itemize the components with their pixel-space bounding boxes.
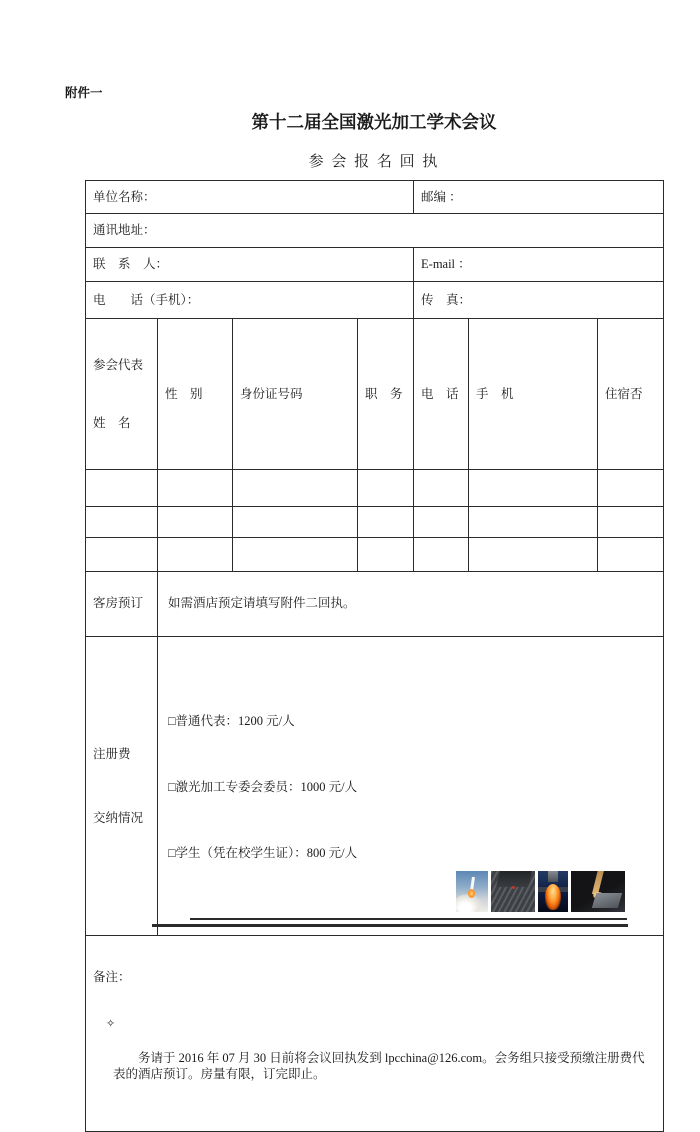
page-title: 第十二届全国激光加工学术会议	[251, 112, 497, 132]
delegate-entry-row	[86, 469, 664, 506]
delegate-input-cell[interactable]	[469, 469, 598, 506]
delegates-header-row	[86, 319, 664, 470]
page-subtitle: 参 会 报 名 回 执	[308, 154, 440, 170]
delegate-input-cell[interactable]	[598, 537, 664, 571]
delegate-input-cell[interactable]	[86, 537, 158, 571]
delegate-input-cell[interactable]	[86, 506, 158, 537]
col-header-telephone: 电 话	[414, 319, 469, 470]
delegate-input-cell[interactable]	[158, 469, 233, 506]
footer-rule-top	[190, 918, 627, 920]
delegate-entry-row	[86, 506, 664, 537]
delegate-input-cell[interactable]	[414, 506, 469, 537]
delegate-input-cell[interactable]	[233, 537, 358, 571]
hotel-booking-text: 如需酒店预定请填写附件二回执。	[158, 571, 664, 636]
field-phone: 电 话（手机）：	[86, 282, 414, 319]
table-row	[86, 248, 664, 282]
note-item	[93, 1017, 656, 1098]
delegate-input-cell[interactable]	[358, 469, 414, 506]
hotel-booking-row	[86, 571, 664, 636]
fee-option-regular-checkbox[interactable]: □普通代表：1200 元/人	[168, 713, 295, 728]
attachment-label: 附件一	[65, 86, 103, 100]
field-unit-name: 单位名称：	[86, 181, 414, 214]
delegate-input-cell[interactable]	[358, 537, 414, 571]
fee-option-student-checkbox[interactable]: □学生（凭在校学生证）：800 元/人	[168, 845, 358, 860]
delegate-input-cell[interactable]	[414, 537, 469, 571]
field-postcode: 邮编 ：	[414, 181, 664, 214]
delegate-input-cell[interactable]	[598, 506, 664, 537]
laser-machine-photo	[491, 871, 535, 912]
delegate-input-cell[interactable]	[469, 537, 598, 571]
fee-option-committee-checkbox[interactable]: □激光加工专委会委员：1000 元/人	[168, 779, 358, 794]
rocket-launch-photo	[456, 871, 488, 912]
delegate-input-cell[interactable]	[598, 469, 664, 506]
col-header-lodging: 住宿否	[598, 319, 664, 470]
col-header-delegate-name	[86, 319, 158, 470]
notes-cell	[86, 936, 664, 1132]
fee-label-line1: 注册费	[93, 746, 131, 761]
footer-rule-bottom	[152, 924, 628, 927]
note-text: 务请于 2016 年 07 月 30 日前将会议回执发到 lpcchina@126.com。会务组只接受预缴注册费代表的酒店预订。房量有限，订完即止。	[113, 1050, 645, 1081]
delegate-input-cell[interactable]	[158, 506, 233, 537]
col-header-gender: 性 别	[158, 319, 233, 470]
notes-label: 备注：	[93, 969, 131, 984]
field-fax: 传 真：	[414, 282, 664, 319]
registration-fee-label	[86, 636, 158, 936]
laser-drilling-photo	[571, 871, 625, 912]
field-address: 通讯地址：	[86, 214, 664, 248]
col-header-mobile: 手 机	[469, 319, 598, 470]
col-header-job-title: 职 务	[358, 319, 414, 470]
delegate-input-cell[interactable]	[158, 537, 233, 571]
table-row	[86, 214, 664, 248]
field-email: E-mail ：	[414, 248, 664, 282]
col-header-id-number: 身份证号码	[233, 319, 358, 470]
field-contact: 联 系 人：	[86, 248, 414, 282]
delegate-name-line2: 姓 名	[93, 416, 131, 430]
delegate-name-line1: 参会代表	[93, 357, 144, 372]
spark-plume-shape	[545, 884, 561, 910]
laser-dot-shape	[512, 886, 515, 889]
fee-label-line2: 交纳情况	[93, 811, 144, 825]
hotel-booking-label: 客房预订	[86, 571, 158, 636]
table-row	[86, 282, 664, 319]
delegate-input-cell[interactable]	[233, 506, 358, 537]
delegate-input-cell[interactable]	[86, 469, 158, 506]
diamond-bullet-icon: ✧	[106, 1018, 116, 1031]
registration-reply-table	[85, 180, 664, 1132]
delegate-input-cell[interactable]	[469, 506, 598, 537]
notes-row	[86, 936, 664, 1132]
delegate-entry-row	[86, 537, 664, 571]
flame-shape	[468, 889, 475, 898]
laser-cutting-photo	[538, 871, 568, 912]
laser-head-shape	[496, 871, 532, 887]
table-row	[86, 181, 664, 214]
delegate-input-cell[interactable]	[414, 469, 469, 506]
workpiece-block-shape	[592, 893, 622, 908]
delegate-input-cell[interactable]	[233, 469, 358, 506]
nozzle-shape	[548, 871, 558, 882]
delegate-input-cell[interactable]	[358, 506, 414, 537]
